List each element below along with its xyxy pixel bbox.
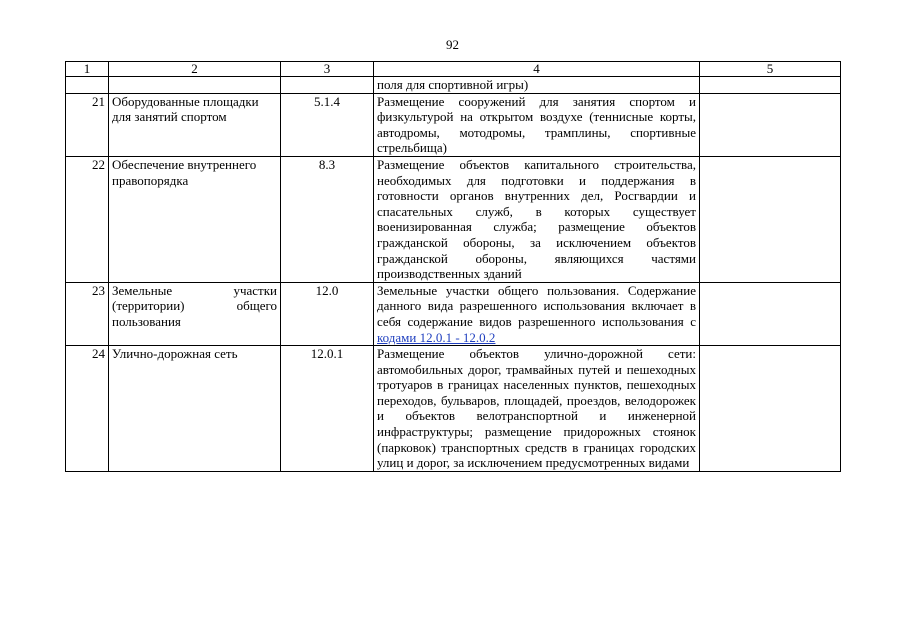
column-header: 2 (109, 62, 281, 77)
column-header: 1 (66, 62, 109, 77)
row-number: 23 (66, 282, 109, 345)
row-description: Размещение объектов улично-дорожной сети: автомобильных дорог, трамвайных путей и пешеходных тротуаров в границах населенных пунктов, пешеходных переходов, бульваров, площадей, проездов, велодорожек и объектов велотранспортной и инженерной инфраструктуры; размещение придорожных стоянок (парковок) транспортных средств в границах городских улиц и дорог, за исключением предусмотренных видами (374, 346, 700, 472)
row-note (700, 77, 841, 94)
row-name: Обеспечение внутреннего правопорядка (109, 156, 281, 282)
codes-link[interactable]: кодами 12.0.1 - 12.0.2 (377, 329, 496, 345)
row-description: Размещение объектов капитального строительства, необходимых для подготовки и поддержания в готовности органов внутренних дел, Росгвардии и спасательных служб, в которых существует военизированная служба; размещение объектов гражданской обороны, за исключением объектов гражданской обороны, являющихся частями производственных зданий (374, 156, 700, 282)
column-header: 5 (700, 62, 841, 77)
table-row (66, 346, 841, 472)
row-name: Улично-дорожная сеть (109, 346, 281, 472)
row-name: Земельные участки (территории) общего пользования (109, 282, 281, 345)
row-description: поля для спортивной игры) (374, 77, 700, 94)
land-use-table (65, 61, 841, 472)
row-description-text: Земельные участки общего пользования. Содержание данного вида разрешенного использования включает в себя содержание видов разрешенного использования с (377, 282, 696, 329)
row-number (66, 77, 109, 94)
row-number: 24 (66, 346, 109, 472)
row-name (109, 77, 281, 94)
row-code: 8.3 (281, 156, 374, 282)
table-row (66, 156, 841, 282)
row-note (700, 282, 841, 345)
column-header: 3 (281, 62, 374, 77)
row-code: 12.0 (281, 282, 374, 345)
row-number: 22 (66, 156, 109, 282)
row-note (700, 156, 841, 282)
row-name: Оборудованные площадки для занятий спортом (109, 93, 281, 156)
row-note (700, 346, 841, 472)
table-row (66, 282, 841, 345)
row-code: 5.1.4 (281, 93, 374, 156)
table-row (66, 93, 841, 156)
table-header-row (66, 62, 841, 77)
row-description: Размещение сооружений для занятия спортом и физкультурой на открытом воздухе (теннисные корты, автодромы, мотодромы, трамплины, спортивные стрельбища) (374, 93, 700, 156)
row-number: 21 (66, 93, 109, 156)
page-number: 92 (446, 37, 459, 52)
row-code (281, 77, 374, 94)
row-description (374, 282, 700, 345)
column-header: 4 (374, 62, 700, 77)
row-code: 12.0.1 (281, 346, 374, 472)
table-row-continuation (66, 77, 841, 94)
row-note (700, 93, 841, 156)
